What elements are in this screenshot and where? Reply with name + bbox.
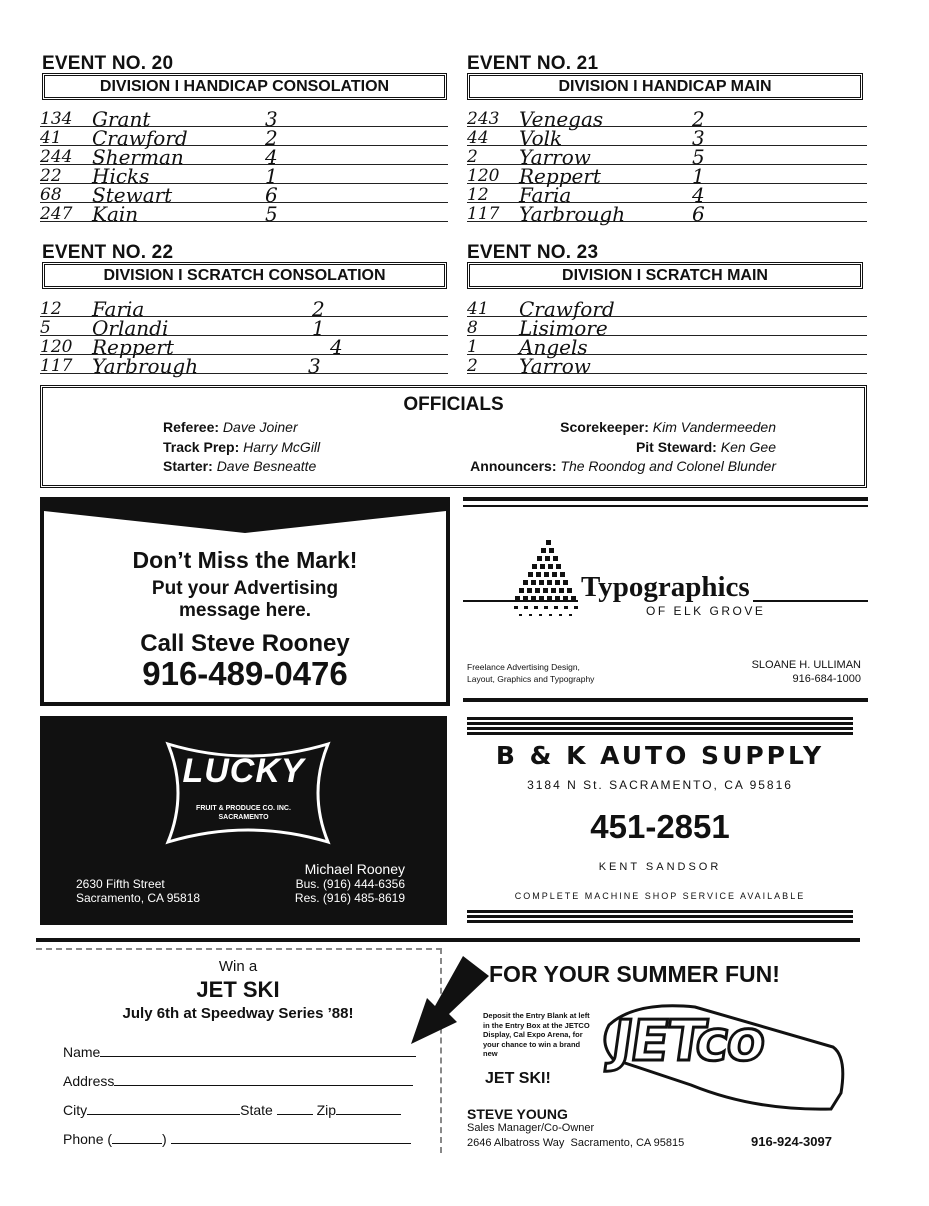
entry-row: 120 Reppert 1: [467, 165, 867, 184]
bk-name: B & K AUTO SUPPLY: [495, 741, 825, 770]
phone-field[interactable]: Phone ( ): [63, 1130, 411, 1147]
officials-box: [40, 385, 867, 488]
entry-row: 117 Yarbrough 6: [467, 203, 867, 222]
ad-mark-line1: Put your Advertising: [151, 578, 339, 599]
entry-row: 44 Volk 3: [467, 127, 867, 146]
city-state-zip-field[interactable]: City State Zip: [63, 1101, 401, 1118]
event-22-entries: [40, 297, 448, 378]
entry-row: 8 Lisimore: [467, 317, 867, 336]
ad-mark-headline: Don’t Miss the Mark!: [132, 547, 358, 573]
lucky-logo-text: LUCKY: [182, 752, 305, 790]
lucky-address1: 2630 Fifth Street: [76, 877, 165, 891]
officials-title: OFFICIALS: [403, 394, 504, 415]
bk-contact: KENT SANDSOR: [598, 861, 722, 873]
event-21-division: DIVISION I HANDICAP MAIN: [467, 73, 863, 100]
lucky-res-phone: Res. (916) 485-8619: [294, 891, 405, 905]
official-track-prep: Track Prep: Harry McGill: [163, 438, 321, 455]
lucky-address2: Sacramento, CA 95818: [76, 891, 201, 905]
section-divider: [36, 938, 860, 942]
event-21-title: EVENT NO. 21: [467, 53, 599, 74]
ad-mark-phone: 916-489-0476: [142, 655, 348, 692]
ad-dont-miss-the-mark: [40, 497, 450, 706]
event-23-division: DIVISION I SCRATCH MAIN: [467, 262, 863, 289]
entry-form-header: [36, 958, 440, 1022]
cut-line-horizontal: [36, 948, 442, 950]
entry-row: 2 Yarrow 5: [467, 146, 867, 165]
bk-address: 3184 N St. SACRAMENTO, CA 95816: [527, 778, 793, 792]
typo-sub: OF ELK GROVE: [646, 604, 766, 618]
official-pit-steward: Pit Steward: Ken Gee: [635, 438, 776, 455]
typo-top-rule-thin: [463, 505, 868, 507]
typo-top-rule: [463, 497, 868, 501]
event-20-title: EVENT NO. 20: [42, 53, 174, 74]
jetco-owner: STEVE YOUNG: [467, 1106, 568, 1122]
ad-mark-call: Call Steve Rooney: [140, 630, 350, 657]
entry-row: 243 Venegas 2: [467, 108, 867, 127]
entry-row: 120 Reppert 4: [40, 336, 448, 355]
entry-row: 41 Crawford: [467, 298, 867, 317]
event-23-entries: [467, 297, 867, 378]
name-field[interactable]: Name: [63, 1043, 416, 1060]
entry-row: 134 Grant 3: [40, 108, 448, 127]
lucky-bus-phone: Bus. (916) 444-6356: [295, 877, 405, 891]
entry-row: 244 Sherman 4: [40, 146, 448, 165]
jetco-logo-text: JETco: [607, 1009, 769, 1074]
official-starter: Starter: Dave Besneatte: [163, 458, 317, 474]
entry-date: July 6th at Speedway Series ’88!: [122, 1005, 354, 1022]
bk-top-stripes: [467, 717, 853, 735]
event-21-entries: [467, 107, 867, 226]
event-22-division: DIVISION I SCRATCH CONSOLATION: [42, 262, 447, 289]
jetco-body: Deposit the Entry Blank at left in the Entry Box at the JETCO Display, Cal Expo Arena, for your chance to win a brand new: [483, 1011, 590, 1058]
event-20-entries: [40, 107, 448, 226]
typo-desc2: Layout, Graphics and Typography: [467, 674, 595, 684]
lucky-sub2: SACRAMENTO: [218, 814, 269, 821]
entry-row: 41 Crawford 2: [40, 127, 448, 146]
chevron-banner: [44, 501, 446, 541]
typo-desc1: Freelance Advertising Design,: [467, 662, 580, 672]
jetco-headline: FOR YOUR SUMMER FUN!: [489, 961, 780, 987]
event-22-title: EVENT NO. 22: [42, 242, 174, 263]
entry-prize: JET SKI: [196, 977, 280, 1002]
typo-brand: Typographics: [578, 571, 753, 604]
typo-contact: SLOANE H. ULLIMAN: [751, 659, 861, 671]
officials-left: [163, 418, 320, 477]
official-referee: Referee: Dave Joiner: [163, 419, 298, 435]
bk-phone: 451-2851: [590, 808, 730, 845]
jetco-address: 2646 Albatross Way Sacramento, CA 95815: [467, 1137, 685, 1149]
bk-bottom-stripes: [467, 910, 853, 923]
entry-row: 68 Stewart 6: [40, 184, 448, 203]
entry-row: 117 Yarbrough 3: [40, 355, 448, 374]
official-scorekeeper: Scorekeeper: Kim Vandermeeden: [560, 419, 776, 435]
officials-right: [470, 418, 776, 477]
jetco-title: Sales Manager/Co-Owner: [467, 1122, 595, 1134]
jetco-jetski: JET SKI!: [485, 1070, 551, 1087]
event-23-title: EVENT NO. 23: [467, 242, 599, 263]
entry-row: 12 Faria 4: [467, 184, 867, 203]
arrow-icon: [405, 952, 493, 1052]
official-announcers: Announcers: The Roondog and Colonel Blunder: [470, 458, 776, 474]
entry-row: 2 Yarrow: [467, 355, 867, 374]
jetco-phone: 916-924-3097: [751, 1134, 832, 1149]
lucky-sub1: FRUIT & PRODUCE CO. INC.: [196, 805, 291, 812]
entry-row: 12 Faria 2: [40, 298, 448, 317]
entry-win: Win a: [218, 958, 258, 975]
address-field[interactable]: Address: [63, 1072, 413, 1089]
entry-row: 5 Orlandi 1: [40, 317, 448, 336]
entry-row: 1 Angels: [467, 336, 867, 355]
typo-bottom-rule: [463, 698, 868, 702]
ad-mark-line2: message here.: [178, 600, 312, 621]
entry-row: 22 Hicks 1: [40, 165, 448, 184]
ad-lucky: [40, 716, 447, 925]
event-20-division: DIVISION I HANDICAP CONSOLATION: [42, 73, 447, 100]
lucky-contact: Michael Rooney: [304, 861, 405, 877]
bk-service: COMPLETE MACHINE SHOP SERVICE AVAILABLE: [514, 891, 806, 901]
entry-row: 247 Kain 5: [40, 203, 448, 222]
typo-phone: 916-684-1000: [792, 673, 861, 685]
